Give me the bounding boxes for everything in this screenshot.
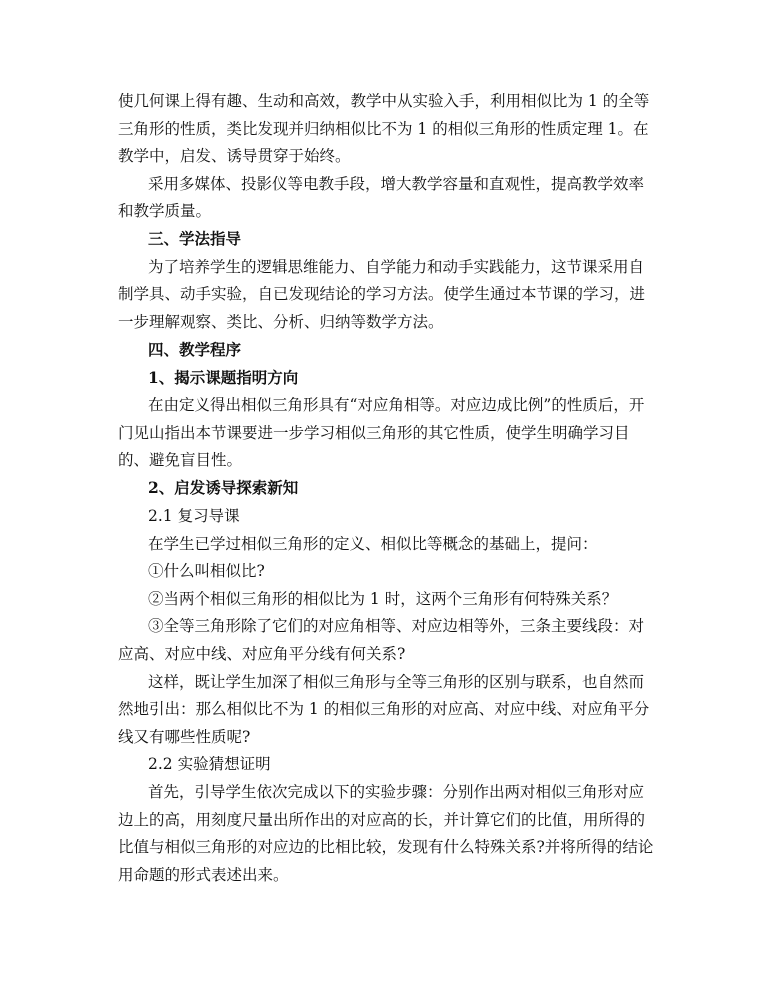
text-line: 这样，既让学生加深了相似三角形与全等三角形的区别与联系，也自然而 <box>148 673 645 691</box>
text-line: 为了培养学生的逻辑思维能力、自学能力和动手实践能力，这节课采用自 <box>148 258 645 276</box>
text-line: 然地引出：那么相似比不为 1 的相似三角形的对应高、对应中线、对应角平分 <box>118 700 650 718</box>
text-line: 三角形的性质，类比发现并归纳相似比不为 1 的相似三角形的性质定理 1。在 <box>118 120 649 138</box>
question-item: ②当两个相似三角形的相似比为 1 时，这两个三角形有何特殊关系？ <box>148 590 618 608</box>
text-line: 教学中，启发、诱导贯穿于始终。 <box>118 147 351 165</box>
subsection-heading: 1、揭示课题指明方向 <box>148 368 299 387</box>
text-line: 采用多媒体、投影仪等电教手段，增大教学容量和直观性，提高教学效率 <box>148 175 645 193</box>
text-line: 比值与相似三角形的对应边的比相比较，发现有什么特殊关系?并将所得的结论 <box>118 838 654 856</box>
text-line: 的、避免盲目性。 <box>118 451 243 469</box>
text-line: 门见山指出本节课要进一步学习相似三角形的其它性质，使学生明确学习目 <box>118 424 630 442</box>
text-line: 边上的高，用刻度尺量出所作出的对应高的长，并计算它们的比值，用所得的 <box>118 811 646 829</box>
section-heading: 三、学法指导 <box>148 229 242 248</box>
text-line: 在由定义得出相似三角形具有“对应角相等。对应边成比例”的性质后，开 <box>148 396 645 414</box>
text-line: 制学具、动手实验，自已发现结论的学习方法。使学生通过本节课的学习，进 <box>118 285 646 303</box>
subheading-line: 2.2 实验猜想证明 <box>148 755 271 773</box>
question-item: ①什么叫相似比? <box>148 562 265 580</box>
text-line: 线又有哪些性质呢? <box>118 728 251 746</box>
text-line: 首先，引导学生依次完成以下的实验步骤：分别作出两对相似三角形对应 <box>148 783 645 801</box>
text-line: 和教学质量。 <box>118 202 212 220</box>
question-item: ③全等三角形除了它们的对应角相等、对应边相等外，三条主要线段：对 <box>148 617 645 635</box>
text-line: 在学生已学过相似三角形的定义、相似比等概念的基础上，提问： <box>148 535 598 553</box>
subsection-heading: 2、启发诱导探索新知 <box>148 478 299 497</box>
section-heading: 四、教学程序 <box>148 340 242 359</box>
text-line: 一步理解观察、类比、分析、归纳等数学方法。 <box>118 313 444 331</box>
text-line: 应高、对应中线、对应角平分线有何关系? <box>118 645 406 663</box>
text-line: 使几何课上得有趣、生动和高效，教学中从实验入手，利用相似比为 1 的全等 <box>118 92 650 110</box>
subheading-line: 2.1 复习导课 <box>148 507 240 525</box>
text-line: 用命题的形式表述出来。 <box>118 866 289 884</box>
